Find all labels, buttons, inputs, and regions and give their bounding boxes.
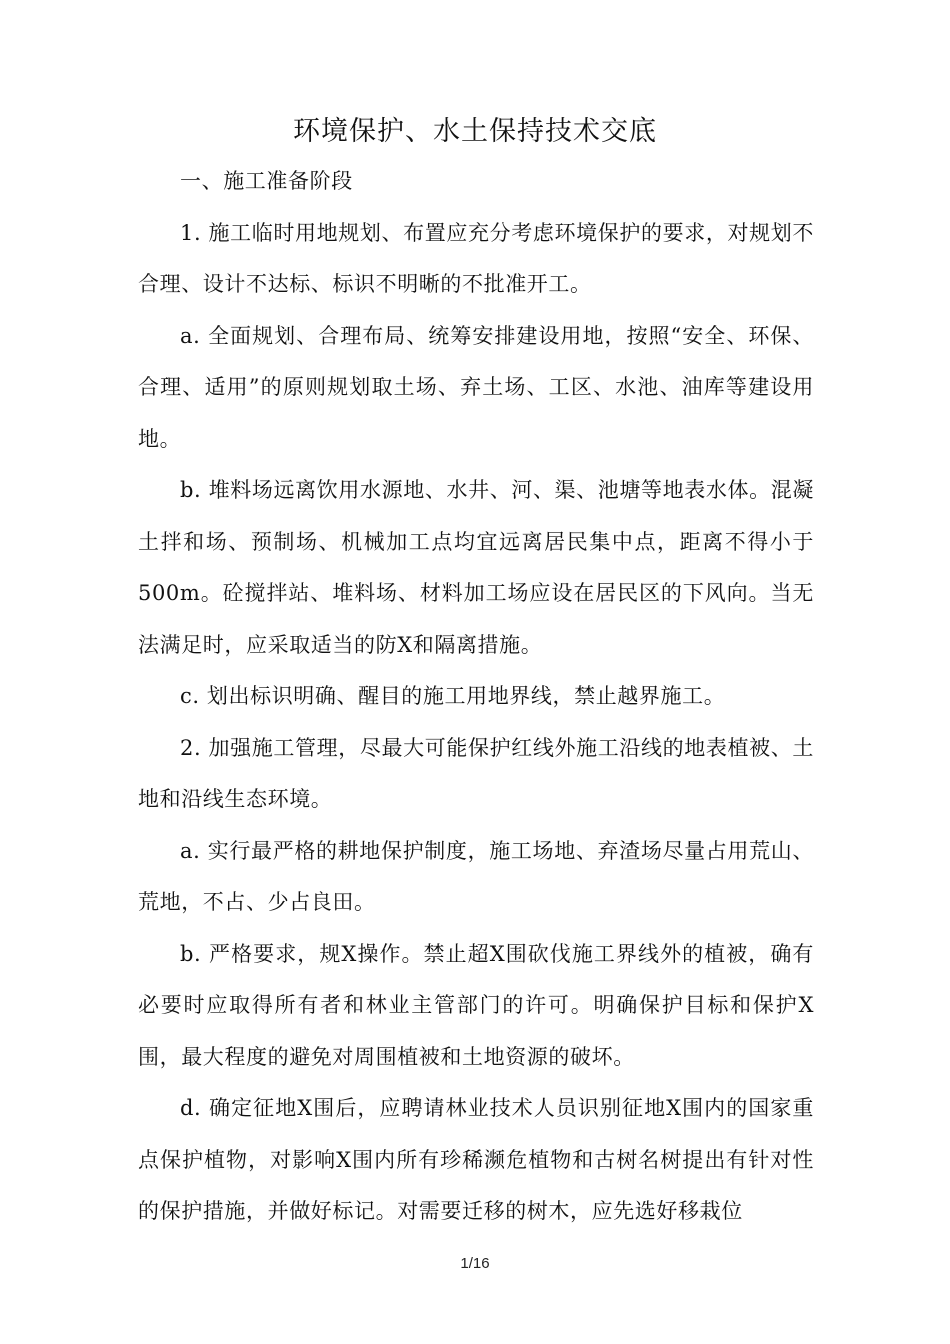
paragraph-2b: b. 严格要求，规X操作。禁止超X围砍伐施工界线外的植被，确有必要时应取得所有者和林业主管部门的许可。明确保护目标和保护X围，最大程度的避免对周围植被和土地资源的破坏。 — [138, 941, 814, 1069]
paragraph-2: 2. 加强施工管理，尽最大可能保护红线外施工沿线的地表植被、土地和沿线生态环境。 — [138, 735, 814, 811]
document-title: 环境保护、水土保持技术交底 — [293, 116, 657, 147]
page-number: 1/16 — [460, 1255, 490, 1272]
paragraph-2a: a. 实行最严格的耕地保护制度，施工场地、弃渣场尽量占用荒山、荒地，不占、少占良田。 — [138, 838, 814, 914]
paragraph-1a: a. 全面规划、合理布局、统筹安排建设用地，按照“安全、环保、合理、适用”的原则规划取土场、弃土场、工区、水池、油库等建设用地。 — [138, 323, 814, 451]
paragraph-2d: d. 确定征地X围后，应聘请林业技术人员识别征地X围内的国家重点保护植物，对影响X围内所有珍稀濒危植物和古树名树提出有针对性的保护措施，并做好标记。对需要迁移的树木，应先选好移栽位 — [138, 1096, 814, 1223]
section-heading: 一、施工准备阶段 — [180, 169, 353, 193]
document-body — [138, 156, 814, 1238]
paragraph-1: 1. 施工临时用地规划、布置应充分考虑环境保护的要求，对规划不合理、设计不达标、标识不明晰的不批准开工。 — [138, 220, 814, 296]
paragraph-1b: b. 堆料场远离饮用水源地、水井、河、渠、池塘等地表水体。混凝土拌和场、预制场、机械加工点均宜远离居民集中点，距离不得小于500m。砼搅拌站、堆料场、材料加工场应设在居民区的下风向。当无法满足时，应采取适当的防X和隔离措施。 — [138, 478, 814, 657]
paragraph-1c: c. 划出标识明确、醒目的施工用地界线，禁止越界施工。 — [180, 684, 726, 708]
